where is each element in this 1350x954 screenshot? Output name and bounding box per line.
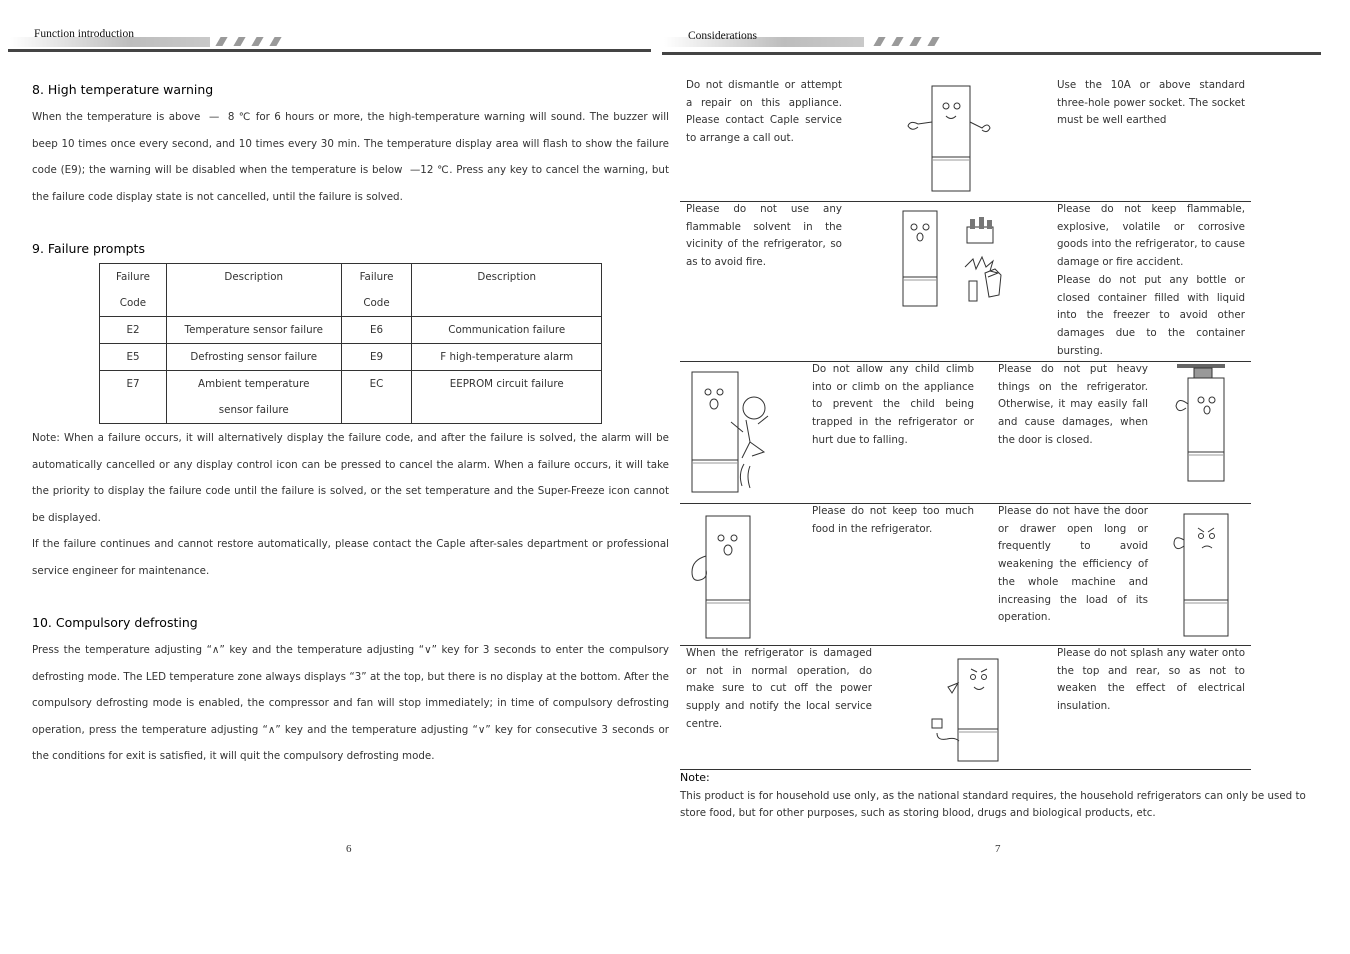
- failure-code: E5: [100, 344, 167, 371]
- failure-description: F high-temperature alarm: [412, 344, 602, 371]
- consideration-text: Please do not splash any water onto the top and rear, so as not to weaken the effect of electrical insulation.: [1057, 647, 1245, 713]
- consideration-text: Use the 10A or above standard three-hole power socket. The socket must be well earthed: [1057, 79, 1245, 127]
- header-failure-code: Failure Code: [341, 264, 412, 317]
- table-header-row: [100, 264, 602, 317]
- left-header-title: Function introduction: [34, 28, 134, 40]
- section-9-title: 9. Failure prompts: [32, 241, 145, 256]
- consideration-text: Please do not keep flammable, explosive, volatile or corrosive goods into the refrigerator, to cause damage or fire accident.: [1057, 203, 1245, 269]
- child-climbing-illustration: [688, 368, 803, 496]
- consideration-text: When the refrigerator is damaged or not in normal operation, do make sure to cut off the power supply and notify the local service centre.: [686, 647, 872, 730]
- failure-description: Ambient temperature sensor failure: [166, 371, 341, 424]
- failure-note-paragraph: Note: When a failure occurs, it will alternatively display the failure code, and after the failure is solved, the alarm will be automatically cancelled or any display control icon can be pressed to cancel the alarm. When a failure occurs, it will take the priority to display the failure code until the failure is solved, or the set temperature and the Super-Freeze icon cannot be displayed.: [32, 432, 669, 524]
- consideration-text: Do not dismantle or attempt a repair on this appliance. Please contact Caple service to arrange a call out.: [686, 79, 842, 145]
- table-row: [100, 371, 602, 424]
- heavy-items-illustration: [1172, 364, 1232, 484]
- failure-code: E7: [100, 371, 167, 424]
- door-open-illustration: [1172, 510, 1232, 640]
- consideration-text: Please do not use any flammable solvent in the vicinity of the refrigerator, so as to avoid fire.: [686, 203, 842, 269]
- header-slash: [909, 37, 921, 46]
- consideration-text: Please do not put heavy things on the refrigerator. Otherwise, it may easily fall and cause damages, when the door is closed.: [998, 363, 1148, 446]
- failure-code: EC: [341, 371, 412, 424]
- section-8-text: When the temperature is above — 8 ℃ for 6 hours or more, the high-temperature warning will sound. The buzzer will beep 10 times once every second, and 10 times every 30 min. The temperature display area will flash to show the failure code (E9); the warning will be disabled when the temperature is below —12 ℃. Press any key to cancel the warning, but the failure code display state is not cancelled, until the failure is solved.: [32, 111, 669, 203]
- failure-contact-paragraph: If the failure continues and cannot restore automatically, please contact the Caple after-sales department or professional service engineer for maintenance.: [32, 538, 669, 577]
- section-8-title: 8. High temperature warning: [32, 82, 214, 97]
- page-number: 6: [346, 843, 352, 855]
- right-header-rule: [662, 52, 1321, 55]
- failure-code: E6: [341, 317, 412, 344]
- failure-description: Defrosting sensor failure: [166, 344, 341, 371]
- header-slash: [873, 37, 885, 46]
- consideration-text: Please do not keep too much food in the refrigerator.: [812, 505, 974, 535]
- left-header-rule: [8, 49, 651, 52]
- consideration-text: Do not allow any child climb into or climb on the appliance to prevent the child being trapped in the refrigerator or hurt due to falling.: [812, 363, 974, 446]
- consideration-text: Please do not put any bottle or closed container filled with liquid into the freezer to avoid other damages due to the container bursting.: [1057, 274, 1245, 357]
- divider: [680, 769, 1251, 770]
- header-slash: [233, 37, 245, 46]
- header-slash: [251, 37, 263, 46]
- header-slash: [927, 37, 939, 46]
- failure-code: E9: [341, 344, 412, 371]
- page-number: 7: [995, 843, 1001, 855]
- power-off-illustration: [928, 655, 1003, 765]
- failure-description: EEPROM circuit failure: [412, 371, 602, 424]
- header-slash: [269, 37, 281, 46]
- note-title: Note:: [680, 771, 710, 784]
- header-slash: [891, 37, 903, 46]
- table-row: [100, 317, 602, 344]
- header-slash: [215, 37, 227, 46]
- failure-table: [99, 263, 602, 424]
- section-10-text: Press the temperature adjusting “∧” key and the temperature adjusting “∨” key for 3 seconds to enter the compulsory defrosting mode. The LED temperature zone always displays “3” at the top, but there is no display at the bottom. After the compulsory defrosting mode is enabled, the compressor and fan will stop immediately; in time of compulsory defrosting operation, press the temperature adjusting “∧” key and the temperature adjusting “∨” key for consecutive 3 seconds or the conditions for exit is satisfied, it will quit the compulsory defrosting mode.: [32, 644, 669, 762]
- note-text: This product is for household use only, as the national standard requires, the household refrigerators can only be used to store food, but for other purposes, such as storing blood, drugs and biological products, etc.: [680, 790, 1306, 819]
- failure-description: Communication failure: [412, 317, 602, 344]
- failure-code: E2: [100, 317, 167, 344]
- header-description: Description: [166, 264, 341, 317]
- table-row: [100, 344, 602, 371]
- right-header-title: Considerations: [688, 30, 757, 42]
- header-failure-code: Failure Code: [100, 264, 167, 317]
- section-10-title: 10. Compulsory defrosting: [32, 615, 198, 630]
- fridge-dismantle-illustration: [900, 82, 1000, 194]
- flammable-items-illustration: [893, 207, 1008, 309]
- consideration-text: Please do not have the door or drawer open long or frequently to avoid weakening the efficiency of the whole machine and increasing the load of its operation.: [998, 505, 1148, 624]
- too-much-food-illustration: [688, 512, 758, 642]
- header-description: Description: [412, 264, 602, 317]
- failure-description: Temperature sensor failure: [166, 317, 341, 344]
